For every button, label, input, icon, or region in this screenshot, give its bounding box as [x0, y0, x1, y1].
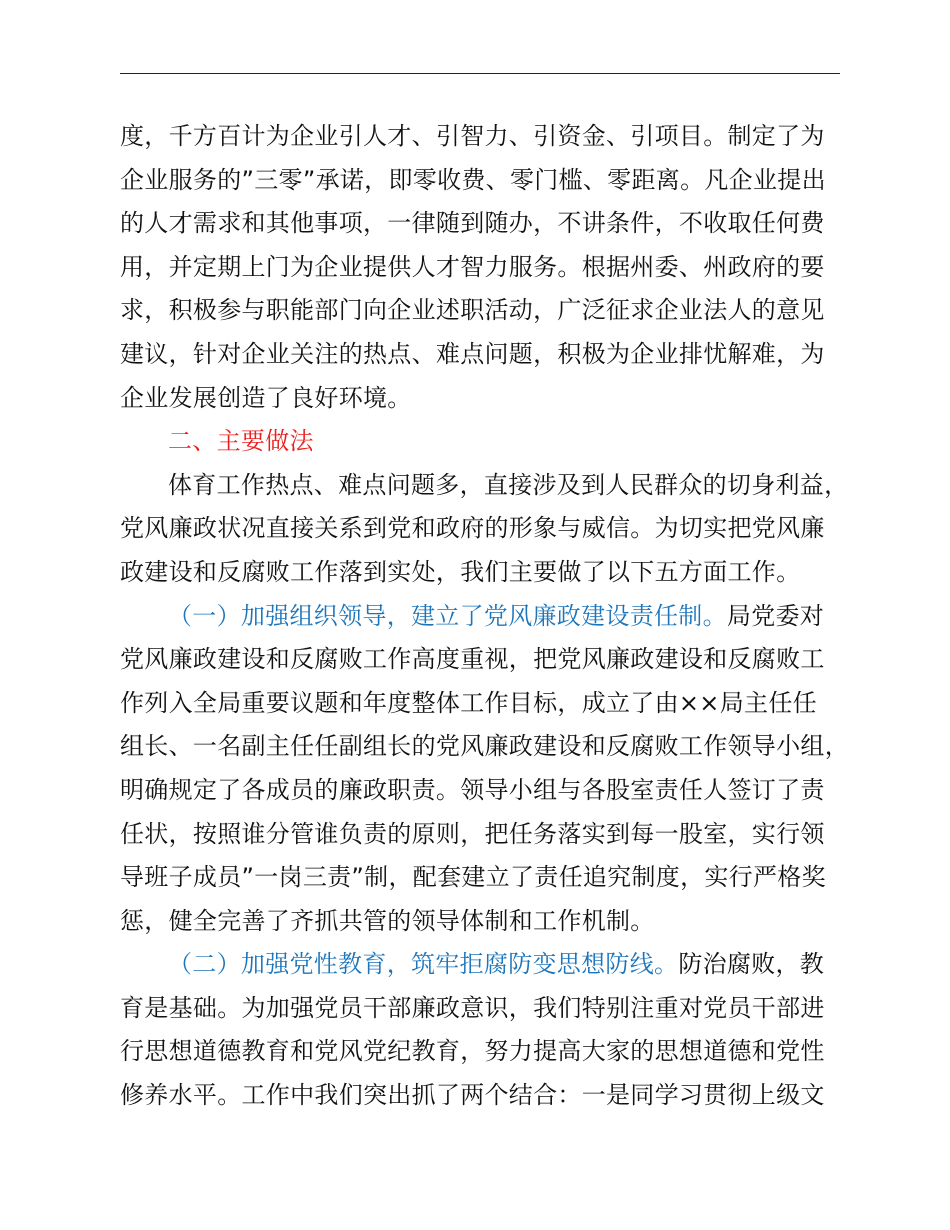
paragraph-line: 导班子成员”一岗三责”制，配套建立了责任追究制度，实行严格奖	[120, 863, 826, 892]
paragraph-line: 明确规定了各成员的廉政职责。领导小组与各股室责任人签订了责	[120, 775, 825, 804]
subsection-1-text: 局党委对	[726, 601, 825, 630]
paragraph-line: 建议，针对企业关注的热点、难点问题，积极为企业排忧解难，为	[120, 339, 825, 368]
paragraph-line: 政建设和反腐败工作落到实处，我们主要做了以下五方面工作。	[120, 557, 801, 586]
header-rule	[120, 73, 840, 74]
paragraph-line: 惩，健全完善了齐抓共管的领导体制和工作机制。	[120, 906, 655, 935]
subsection-1-first-line	[120, 595, 865, 639]
subsection-2-first-line	[120, 943, 865, 987]
paragraph-line: 修养水平。工作中我们突出抓了两个结合：一是同学习贯彻上级文	[120, 1081, 825, 1110]
paragraph-line: 体育工作热点、难点问题多，直接涉及到人民群众的切身利益，	[168, 470, 849, 499]
paragraph-line: 求，积极参与职能部门向企业述职活动，广泛征求企业法人的意见	[120, 296, 825, 325]
paragraph-line: 作列入全局重要议题和年度整体工作目标，成立了由××局主任任	[120, 688, 817, 717]
paragraph-line: 度，千方百计为企业引人才、引智力、引资金、引项目。制定了为	[120, 122, 825, 150]
paragraph-line: 行思想道德教育和党风党纪教育，努力提高大家的思想道德和党性	[120, 1037, 825, 1066]
subsection-1-heading: （一）加强组织领导，建立了党风廉政建设责任制。	[168, 601, 727, 630]
paragraph-line: 企业发展创造了良好环境。	[120, 383, 412, 412]
section-heading: 二、主要做法	[168, 427, 314, 456]
paragraph-line: 的人才需求和其他事项，一律随到随办，不讲条件，不收取任何费	[120, 209, 825, 238]
paragraph-line: 用，并定期上门为企业提供人才智力服务。根据州委、州政府的要	[120, 252, 825, 281]
paragraph-line: 企业服务的”三零”承诺，即零收费、零门槛、零距离。凡企业提出	[120, 165, 826, 194]
subsection-2-heading: （二）加强党性教育，筑牢拒腐防变思想防线。	[168, 950, 679, 979]
paragraph-line: 党风廉政建设和反腐败工作高度重视，把党风廉政建设和反腐败工	[120, 645, 825, 674]
paragraph-line: 党风廉政状况直接关系到党和政府的形象与威信。为切实把党风廉	[120, 514, 825, 543]
subsection-2-text: 防治腐败，教	[678, 950, 825, 979]
paragraph-line: 任状，按照谁分管谁负责的原则，把任务落实到每一股室，实行领	[120, 819, 825, 848]
document-body	[120, 115, 865, 1118]
paragraph-line: 育是基础。为加强党员干部廉政意识，我们特别注重对党员干部进	[120, 993, 825, 1022]
paragraph-line: 组长、一名副主任任副组长的党风廉政建设和反腐败工作领导小组，	[120, 732, 849, 761]
